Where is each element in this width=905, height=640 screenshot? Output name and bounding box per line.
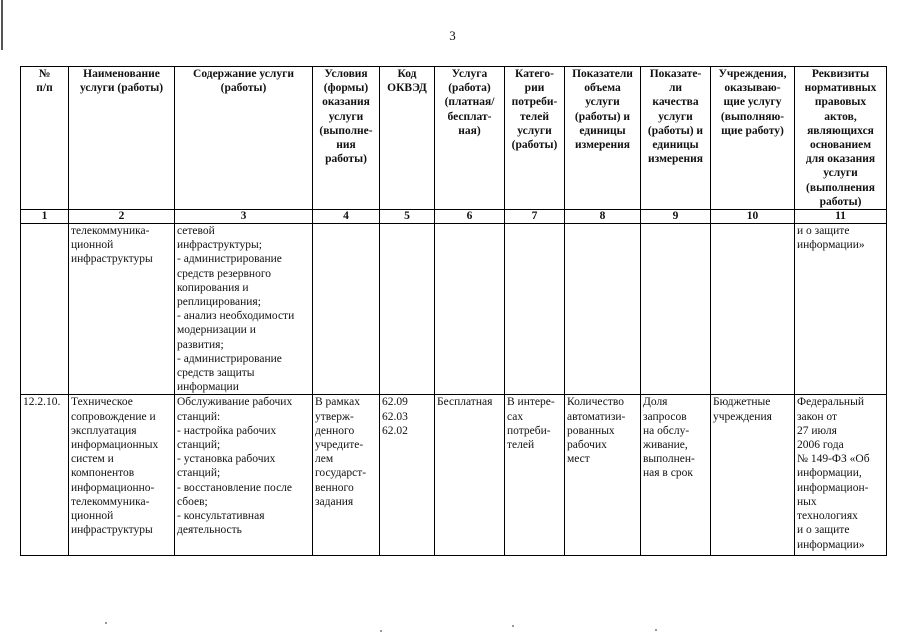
header-okved-code: Код ОКВЭД [380,67,435,210]
column-number: 2 [69,210,175,224]
okved-code-cell: 62.09 62.03 62.02 [380,395,435,556]
legal-acts-cell: и о защите информации» [795,224,887,395]
column-number-row [21,210,887,224]
column-number: 1 [21,210,69,224]
consumer-categories-cell [505,224,565,395]
header-paid-free: Услуга (работа) (платная/ бесплат- ная) [435,67,505,210]
page-number: 3 [449,28,456,43]
column-number: 9 [641,210,711,224]
column-number: 11 [795,210,887,224]
header-consumer-categories: Катего- рии потреби- телей услуги (работы) [505,67,565,210]
header-quality-indicators: Показате- ли качества услуги (работы) и единицы измерения [641,67,711,210]
paid-free-cell [435,224,505,395]
table-row [21,224,887,395]
okved-code-cell [380,224,435,395]
institutions-cell [711,224,795,395]
column-number: 3 [175,210,313,224]
header-number: № п/п [21,67,69,210]
header-service-content: Содержание услуги (работы) [175,67,313,210]
conditions-cell [313,224,380,395]
service-content-cell: сетевой инфраструктуры; - администрирование средств резервного копирования и реплицирования; - анализ необходимости модернизации и развития; - администрирование средств защиты информации [175,224,313,395]
institutions-cell: Бюджетные учреждения [711,395,795,556]
services-table [20,66,887,556]
row-number-cell [21,224,69,395]
column-number: 10 [711,210,795,224]
header-conditions: Условия (формы) оказания услуги (выполне- ния работы) [313,67,380,210]
header-legal-acts: Реквизиты нормативных правовых актов, являющихся основанием для оказания услуги (выполнения работы) [795,67,887,210]
scan-speck [512,625,514,627]
conditions-cell: В рамках утверж- денного учредите- лем государст- венного задания [313,395,380,556]
legal-acts-cell: Федеральный закон от 27 июля 2006 года № 149-ФЗ «Об информации, информацион- ных технологиях и о защите информации» [795,395,887,556]
service-name-cell: телекоммуника- ционной инфраструктуры [69,224,175,395]
header-institutions: Учреждения, оказываю- щие услугу (выполняю- щие работу) [711,67,795,210]
column-number: 5 [380,210,435,224]
volume-indicators-cell [565,224,641,395]
volume-indicators-cell: Количество автоматизи- рованных рабочих мест [565,395,641,556]
column-number: 6 [435,210,505,224]
service-content-cell: Обслуживание рабочих станций: - настройка рабочих станций; - установка рабочих станций; - восстановление после сбоев; - консультативная деятельность [175,395,313,556]
service-name-cell: Техническое сопровождение и эксплуатация информационных систем и компонентов информационно- телекоммуника- ционной инфраструктуры [69,395,175,556]
column-number: 4 [313,210,380,224]
column-number: 7 [505,210,565,224]
column-number: 8 [565,210,641,224]
scan-speck [105,622,107,624]
table-row [21,395,887,556]
consumer-categories-cell: В интере- сах потреби- телей [505,395,565,556]
quality-indicators-cell [641,224,711,395]
scan-speck [380,630,382,632]
header-volume-indicators: Показатели объема услуги (работы) и единицы измерения [565,67,641,210]
row-number-cell: 12.2.10. [21,395,69,556]
scan-speck [655,629,657,631]
table-header-row [21,67,887,210]
paid-free-cell: Бесплатная [435,395,505,556]
quality-indicators-cell: Доля запросов на обслу- живание, выполнен- ная в срок [641,395,711,556]
header-service-name: Наименование услуги (работы) [69,67,175,210]
